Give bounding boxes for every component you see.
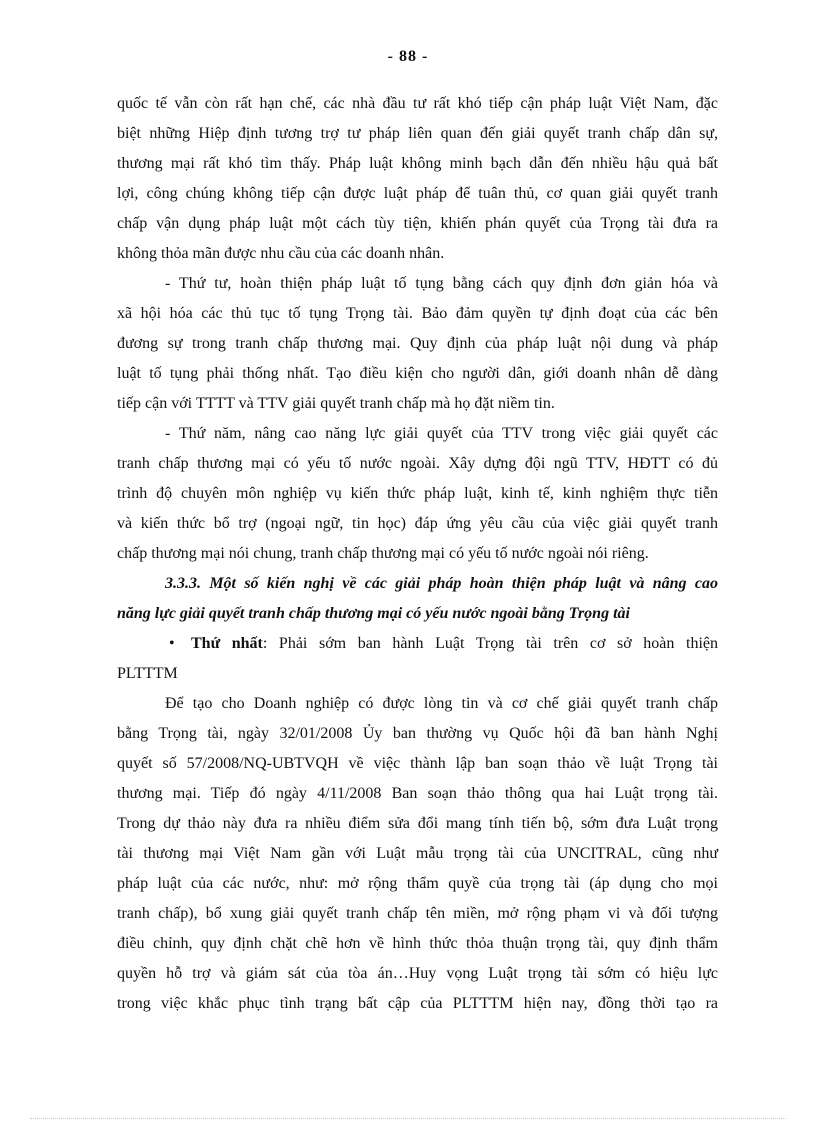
text-line: chấp thương mại nói chung, tranh chấp thương mại có yếu tố nước ngoài nói riêng.: [117, 545, 649, 562]
bullet-line: [117, 629, 718, 659]
text-line: đương sự trong tranh chấp thương mại. Quy định của pháp luật nội dung và pháp: [117, 335, 718, 352]
text-line: bằng Trọng tài, ngày 32/01/2008 Ủy ban thường vụ Quốc hội đã ban hành Nghị: [117, 725, 718, 742]
text-line: - Thứ tư, hoàn thiện pháp luật tố tụng bằng cách quy định đơn giản hóa và: [165, 275, 718, 292]
page-number: - 88 -: [387, 48, 429, 65]
text-line: trong việc khắc phục tình trạng bất cập của PLTTTM hiện nay, đồng thời tạo ra: [117, 995, 718, 1012]
heading-line: 3.3.3. Một số kiến nghị về các giải pháp hoàn thiện pháp luật và nâng cao: [165, 575, 718, 592]
paragraph-1: [117, 89, 718, 269]
text-line: - Thứ năm, nâng cao năng lực giải quyết của TTV trong việc giải quyết các: [165, 425, 718, 442]
text-line: quyết số 57/2008/NQ-UBTVQH về việc thành lập ban soạn thảo về luật Trọng tài: [117, 755, 718, 772]
text-line: Trong dự thảo này đưa ra nhiều điểm sửa đổi mang tính tiến bộ, sớm đưa Luật trọng: [117, 815, 718, 832]
paragraph-3: [117, 419, 718, 569]
text-line: tài thương mại Việt Nam gần với Luật mẫu trọng tài của UNCITRAL, cũng như: [117, 845, 718, 862]
bullet-text: : Phải sớm ban hành Luật Trọng tài trên cơ sở hoàn thiện: [262, 635, 718, 652]
page-bottom-rule: [30, 1118, 786, 1119]
text-line: PLTTTM: [117, 665, 178, 682]
bullet-item: [117, 629, 718, 689]
text-line: trình độ chuyên môn nghiệp vụ kiến thức pháp luật, kinh tế, kinh nghiệm thực tiễn: [117, 485, 718, 502]
text-line: tranh chấp thương mại có yếu tố nước ngoài. Xây dựng đội ngũ TTV, HĐTT có đủ: [117, 455, 718, 472]
text-line: Để tạo cho Doanh nghiệp có được lòng tin và cơ chế giải quyết tranh chấp: [165, 695, 718, 712]
text-line: tranh chấp), bổ xung giải quyết tranh chấp tên miền, mở rộng phạm vi và đối tượng: [117, 905, 718, 922]
text-line: tiếp cận với TTTT và TTV giải quyết tranh chấp mà họ đặt niềm tin.: [117, 395, 555, 412]
text-line: quyền hỗ trợ và giám sát của tòa án…Huy vọng Luật trọng tài sớm có hiệu lực: [117, 965, 718, 982]
bullet-icon: •: [169, 635, 175, 652]
bullet-label: Thứ nhất: [191, 635, 263, 652]
text-line: thương mại rất khó tìm thấy. Pháp luật không minh bạch dẫn đến nhiều hậu quả bất: [117, 155, 718, 172]
page-body: [117, 89, 718, 1019]
text-line: pháp luật của các nước, như: mở rộng thẩm quyề của trọng tài (áp dụng cho mọi: [117, 875, 718, 892]
text-line: chấp vận dụng pháp luật một cách tùy tiện, khiến phán quyết của Trọng tài đưa ra: [117, 215, 718, 232]
text-line: lợi, công chúng không tiếp cận được luật pháp để tuân thủ, cơ quan giải quyết tranh: [117, 185, 718, 202]
text-line: biệt những Hiệp định tương trợ tư pháp liên quan đến giải quyết tranh chấp dân sự,: [117, 125, 718, 142]
text-line: điều chỉnh, quy định chặt chẽ hơn về hình thức thỏa thuận trọng tài, quy định thẩm: [117, 935, 718, 952]
text-line: và kiến thức bổ trợ (ngoại ngữ, tin học) đáp ứng yêu cầu của việc giải quyết tranh: [117, 515, 718, 532]
text-line: luật tố tụng phải thống nhất. Tạo điều kiện cho người dân, giới doanh nhân dễ dàng: [117, 365, 718, 382]
text-line: thương mại. Tiếp đó ngày 4/11/2008 Ban soạn thảo thông qua hai Luật trọng tài.: [117, 785, 718, 802]
heading-line: năng lực giải quyết tranh chấp thương mại có yếu nước ngoài bằng Trọng tài: [117, 605, 630, 622]
paragraph-4: [117, 689, 718, 1019]
text-line: không thỏa mãn được nhu cầu của các doanh nhân.: [117, 245, 445, 262]
text-line: xã hội hóa các thủ tục tố tụng Trọng tài. Bảo đảm quyền tự định đoạt của các bên: [117, 305, 718, 322]
paragraph-2: [117, 269, 718, 419]
section-heading: [117, 569, 718, 629]
text-line: quốc tế vẫn còn rất hạn chế, các nhà đầu tư rất khó tiếp cận pháp luật Việt Nam, đặc: [117, 95, 718, 112]
